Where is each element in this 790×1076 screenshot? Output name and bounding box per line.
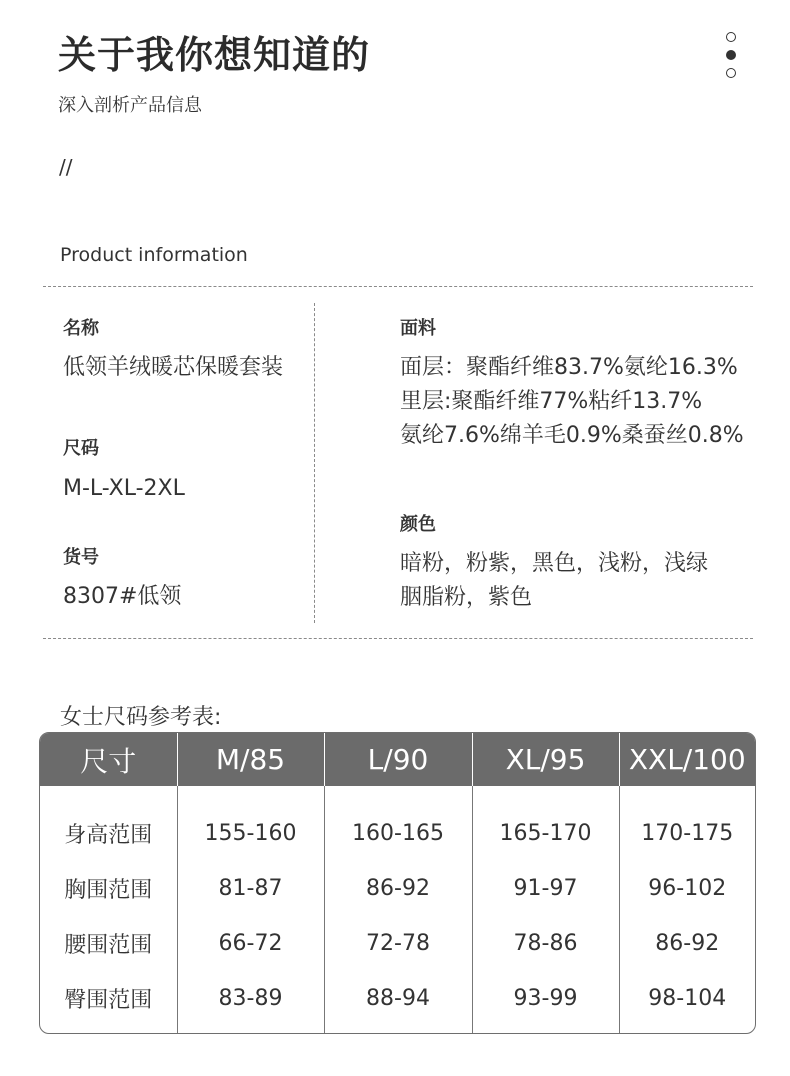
fabric-line: 氨纶7.6%绵羊毛0.9%桑蚕丝0.8% xyxy=(400,423,744,448)
table-cell: 170-175 xyxy=(619,806,755,861)
name-value: 低领羊绒暖芯保暖套装 xyxy=(63,355,284,380)
table-row xyxy=(40,806,755,861)
fabric-value xyxy=(400,351,744,453)
size-table xyxy=(39,732,756,1034)
decorative-slashes: // xyxy=(59,155,73,179)
header-cell: XL/95 xyxy=(472,733,619,786)
table-cell: 165-170 xyxy=(472,806,619,861)
divider-top xyxy=(43,286,753,287)
size-value: M-L-XL-2XL xyxy=(63,476,185,501)
color-line: 胭脂粉，紫色 xyxy=(400,585,533,610)
section-heading: Product information xyxy=(60,244,248,266)
table-cell: 88-94 xyxy=(324,971,472,1026)
table-cell: 72-78 xyxy=(324,916,472,971)
row-label: 腰围范围 xyxy=(64,933,153,958)
table-cell: 160-165 xyxy=(324,806,472,861)
table-cell: 81-87 xyxy=(177,861,324,916)
table-cell: 86-92 xyxy=(619,916,755,971)
header-cell: 尺寸 xyxy=(40,733,177,786)
table-cell: 98-104 xyxy=(619,971,755,1026)
table-cell: 96-102 xyxy=(619,861,755,916)
divider-bottom xyxy=(43,638,753,639)
sku-value: 8307#低领 xyxy=(63,584,182,609)
table-header-row xyxy=(40,733,755,786)
color-label: 颜色 xyxy=(400,514,436,535)
name-label: 名称 xyxy=(63,318,99,339)
color-line: 暗粉，粉紫，黑色，浅粉，浅绿 xyxy=(400,551,709,576)
divider-vertical xyxy=(314,303,315,623)
table-row xyxy=(40,971,755,1026)
sku-label: 货号 xyxy=(63,547,99,568)
more-dots-icon xyxy=(724,32,738,86)
fabric-line: 面层：聚酯纤维83.7%氨纶16.3% xyxy=(400,355,738,380)
table-cell: 83-89 xyxy=(177,971,324,1026)
table-spacer-row xyxy=(40,1026,755,1034)
dot-icon xyxy=(726,68,736,78)
table-cell: 155-160 xyxy=(177,806,324,861)
row-label: 胸围范围 xyxy=(64,878,153,903)
table-row xyxy=(40,916,755,971)
fabric-line: 里层:聚酯纤维77%粘纤13.7% xyxy=(400,389,703,414)
table-spacer-row xyxy=(40,786,755,806)
table-cell: 91-97 xyxy=(472,861,619,916)
fabric-label: 面料 xyxy=(400,318,436,339)
row-label: 身高范围 xyxy=(64,823,153,848)
color-value xyxy=(400,547,708,615)
table-cell: 78-86 xyxy=(472,916,619,971)
row-label: 臀围范围 xyxy=(64,988,153,1013)
table-cell: 93-99 xyxy=(472,971,619,1026)
size-table-caption: 女士尺码参考表: xyxy=(60,705,222,730)
dot-filled-icon xyxy=(726,50,736,60)
header-cell: M/85 xyxy=(177,733,324,786)
table-cell: 66-72 xyxy=(177,916,324,971)
header-cell: XXL/100 xyxy=(619,733,755,786)
table-cell: 86-92 xyxy=(324,861,472,916)
dot-icon xyxy=(726,32,736,42)
page-title: 关于我你想知道的 xyxy=(58,33,371,77)
page-subtitle: 深入剖析产品信息 xyxy=(58,95,202,116)
table-row xyxy=(40,861,755,916)
size-label: 尺码 xyxy=(63,438,99,459)
header-cell: L/90 xyxy=(324,733,472,786)
